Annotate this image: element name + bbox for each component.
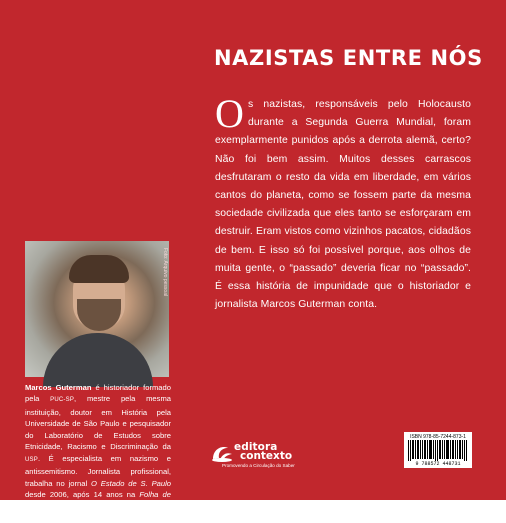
author-photo	[25, 241, 169, 377]
author-beard	[77, 299, 121, 331]
barcode-digits: 9 788572 448731	[415, 461, 461, 467]
bio-part: é historiador formado pela	[25, 383, 171, 404]
publisher-logo	[210, 440, 310, 466]
bio-part: , publicado pela Editora Contexto.	[50, 512, 165, 522]
barcode-bars-icon	[407, 440, 469, 461]
publisher-tagline: Promovendo a Circulação do Saber	[222, 463, 295, 468]
author-bio	[25, 382, 171, 523]
author-hair	[69, 255, 129, 283]
bio-newspaper-2: Folha de S.Paulo	[25, 490, 171, 511]
blurb-body: s nazistas, responsáveis pelo Holocausto durante a Segunda Guerra Mundial, foram exemplarmente punidos após a derrota alemã, certo? Não foi bem assim. Muitos desses carrascos desfrutaram o resto da vida em liberdade, em vários cantos do planeta, como se fossem parte da mesma sociedade civilizada que eles tanto se esforçaram em destruir. Eram vistos como vizinhos pacatos, cidadãos de bem. E isso só foi possível porque, aos olhos de muita gente, o “passado” deveria ficar no “passado”. É essa história de impunidade que o historiador e jornalista Marcos Guterman conta.	[215, 99, 471, 311]
publisher-name-line2: contexto	[240, 450, 293, 462]
publisher-name-line1: editora	[234, 441, 278, 453]
bio-part: , mestre pela mesma instituição, doutor em História pela Universidade de São Paulo e pesquisador do Laboratório de Estudos sobre Etnicidade, Racismo e Discriminação da	[25, 394, 171, 452]
bio-part: . É especialista em nazismo e antissemitismo. Jornalista profissional, trabalha no jornal	[25, 453, 171, 488]
photo-credit: Foto: Arquivo pessoal	[162, 248, 168, 297]
barcode	[404, 432, 472, 468]
author-name: Marcos Guterman	[25, 383, 92, 392]
author-shirt	[43, 333, 153, 387]
drop-cap: O	[215, 91, 244, 136]
bio-abbrev-puc: PUC-SP	[50, 397, 75, 404]
isbn-label: ISBN 978-85-7244-873-1	[410, 434, 466, 440]
bio-part: desde 2006, após 14 anos na	[25, 490, 140, 500]
bio-newspaper: O Estado de S. Paulo	[91, 478, 172, 488]
bio-book-title: O futebol explica o Brasil	[25, 501, 171, 522]
bio-part: . É autor do livro	[51, 501, 113, 511]
bio-abbrev-usp: USP	[25, 456, 38, 463]
blurb-text	[215, 91, 471, 314]
book-title: NAZISTAS ENTRE NÓS	[214, 46, 483, 70]
